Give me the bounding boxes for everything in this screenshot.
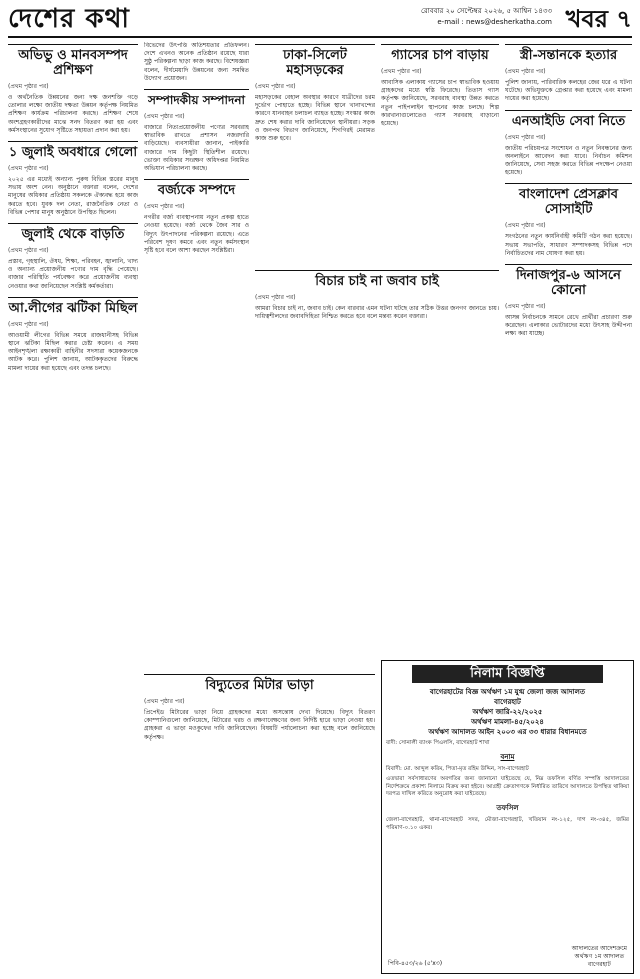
- notice-defendant: বিবাদী: মো. আব্দুল করিম, পিতা-মৃত রহিম উদ্দিন, সাং-বাগেরহাট: [386, 765, 529, 772]
- article-headline: ঢাকা-সিলেট মহাসড়কের: [255, 44, 375, 78]
- article-body: ২০২৫ এর মধ্যেই অন্যান্য পুরুষ বিভিন্ন স্তরের মানুষ সভায় অংশ নেন। অনুষ্ঠানে বক্তারা বলেন, দেশের মানুষের অধিকার প্রতিষ্ঠায় সকলকে ঐক্যবদ্ধ হয়ে কাজ করতে হবে। যুবক দল নেতা, রাজনৈতিক নেতা ও বিভিন্ন পেশার মানুষ অনুষ্ঠানে উপস্থিত ছিলেন।: [8, 176, 138, 216]
- column-3: [255, 42, 375, 672]
- article-body: পুলিশ জানায়, পারিবারিক কলহের জের ধরে এ ঘটনা ঘটেছে। অভিযুক্তকে গ্রেপ্তার করা হয়েছে এবং মামলা দায়ের করা হয়েছে।: [505, 79, 632, 103]
- article-byline: (প্রথম পৃষ্ঠার পর): [505, 133, 546, 141]
- notice-case-2: অর্থঋণ মামলা-৪৫/২০২৪: [471, 718, 544, 726]
- article-body: প্রস্তাব, গৃহস্থালি, ঔষধ, শিক্ষা, পরিবহন, জ্বালানি, খাদ্য ও অন্যান্য প্রয়োজনীয় পণ্যের দাম বৃদ্ধি পেয়েছে। বাজার পরিস্থিতি পর্যবেক্ষণ করে প্রয়োজনীয় ব্যবস্থা নেওয়ার কথা জানিয়েছেন সংশ্লিষ্ট কর্মকর্তারা।: [8, 258, 138, 290]
- article: [505, 44, 632, 104]
- notice-court-place: বাগেরহাট: [494, 698, 521, 706]
- article-body: সংগঠনের নতুন কার্যনির্বাহী কমিটি গঠন করা হয়েছে। সভায় সভাপতি, সাধারণ সম্পাদকসহ বিভিন্ন পদে নির্বাচিতদের নাম ঘোষণা করা হয়।: [505, 233, 632, 257]
- notice-schedule-text: জেলা-বাগেরহাট, থানা-বাগেরহাট সদর, মৌজা-বাগেরহাট, খতিয়ান নং-১২৫, দাগ নং-৩৪৫, জমির পরিমাণ-০.১০ একর।: [386, 816, 629, 831]
- article-byline: (প্রথম পৃষ্ঠার পর): [8, 247, 49, 255]
- article: [8, 141, 138, 217]
- article-headline: আ.লীগের ঝটিকা মিছিল: [8, 297, 138, 316]
- article-body: জাতীয় পরিচয়পত্র সংশোধন ও নতুন নিবন্ধনের জন্য অনলাইনে আবেদন করা যাবে। নির্বাচন কমিশন জানিয়েছে, সেবা সহজ করতে বিভিন্ন পদক্ষেপ নেওয়া হয়েছে।: [505, 144, 632, 177]
- article: [144, 89, 249, 173]
- column-1: [8, 42, 138, 972]
- article: [144, 42, 249, 83]
- article-headline: বিচার চাই না জবাব চাই: [255, 270, 499, 289]
- article-headline: জুলাই থেকে বাড়তি: [8, 223, 138, 242]
- article-headline: ১ জুলাই অবধারে গেলো: [8, 141, 138, 160]
- article-byline: (প্রথম পৃষ্ঠার পর): [505, 222, 546, 230]
- article: [144, 179, 249, 255]
- article: [8, 223, 138, 291]
- notice-body: এতদ্বারা সর্বসাধারণের অবগতির জন্য জানানো যাইতেছে যে, নিম্ন তফসিল বর্ণিত সম্পত্তি আদালতের নির্দেশক্রমে প্রকাশ্য নিলামে বিক্রয় করা হইবে। আগ্রহী ক্রেতাগণকে নির্ধারিত তারিখে আদালতে উপস্থিত থাকিয়া দরপত্র দাখিল করিতে অনুরোধ করা যাইতেছে।: [386, 776, 629, 798]
- article-body: আওয়ামী লীগের বিভিন্ন সময়ে রাজধানীসহ বিভিন্ন স্থানে ঝটিকা মিছিল করার চেষ্টা করেন। এ সময় আইনশৃঙ্খলা রক্ষাকারী বাহিনীর সদস্যরা কয়েকজনকে আটক করে। পুলিশ জানায়, আটককৃতদের বিরুদ্ধে মামলা দায়ের করা হয়েছে এবং তদন্ত চলছে।: [8, 331, 138, 372]
- article-body: আবাসিক এলাকায় গ্যাসের চাপ স্বাভাবিক হওয়ায় গ্রাহকদের মধ্যে স্বস্তি ফিরেছে। তিতাস গ্যাস কর্তৃপক্ষ জানিয়েছে, সরবরাহ ব্যবস্থা উন্নত করতে নতুন পাইপলাইন স্থাপনের কাজ চলছে। শিল্প কারখানাগুলোতেও গ্যাস সরবরাহ বাড়ানো হয়েছে।: [381, 79, 499, 128]
- notice-law: অর্থঋণ আদালত আইন ২০০৩ এর ৩৩ ধারার বিধানমতে: [428, 728, 587, 736]
- article-body: আসন্ন নির্বাচনকে সামনে রেখে প্রার্থীরা প্রচারণা শুরু করেছেন। এলাকার ভোটারদের মধ্যে উৎসাহ উদ্দীপনা লক্ষ্য করা যাচ্ছে।: [505, 314, 632, 338]
- article-headline: স্ত্রী-সন্তানকে হত্যার: [505, 44, 632, 63]
- notice-versus: বনাম: [500, 752, 515, 761]
- notice-title: নিলাম বিজ্ঞপ্তি: [412, 665, 603, 683]
- article-headline: বর্জ্যকে সম্পদে: [144, 179, 249, 198]
- article: [8, 297, 138, 373]
- date-line: রোববার ২০ সেপ্টেম্বর ২০২৬, ৫ আশ্বিন ১৪৩৩: [421, 7, 552, 15]
- article-body: মহাসড়কের বেহাল অবস্থার কারণে যাত্রীদের চরম দুর্ভোগ পোহাতে হচ্ছে। বিভিন্ন স্থানে খানাখন্দের কারণে যানবাহন চলাচল ব্যাহত হচ্ছে। সংস্কার কাজ দ্রুত শেষ করার দাবি জানিয়েছেন স্থানীয়রা। সড়ক ও জনপথ বিভাগ জানিয়েছে, শিগগিরই মেরামত কাজ শুরু হবে।: [255, 94, 375, 143]
- article-byline: (প্রথম পৃষ্ঠার পর): [381, 68, 422, 75]
- article-body: আমরা বিচার চাই না, জবাব চাই। কেন বারবার এমন ঘটনা ঘটছে তার সঠিক উত্তর জনগণ জানতে চায়। দায়িত্বশীলদের জবাবদিহিতা নিশ্চিত করতে হবে বলে মন্তব্য করেন বক্তারা।: [255, 305, 499, 321]
- article-byline: (প্রথম পৃষ্ঠার পর): [144, 698, 185, 705]
- article: [505, 264, 632, 339]
- wide-article: [255, 268, 499, 321]
- article: [505, 183, 632, 258]
- notice-court: বাগেরহাটের বিজ্ঞ অর্থঋণ ১ম যুগ্ম জেলা জজ আদালত: [429, 688, 586, 696]
- lower-article: [144, 672, 375, 972]
- newspaper-logo: দেশের কথা: [8, 4, 130, 34]
- article-body: প্রিপেইড মিটারের ভাড়া নিয়ে গ্রাহকদের মধ্যে অসন্তোষ দেখা দিয়েছে। বিদ্যুৎ বিতরণ কোম্পানিগুলো জানিয়েছে, মিটারের খরচ ও রক্ষণাবেক্ষণের জন্য নির্দিষ্ট হারে ভাড়া নেওয়া হয়। গ্রাহকরা এ ভাড়া মওকুফের দাবি জানিয়েছেন। বিষয়টি পর্যালোচনা করা হচ্ছে বলে জানিয়েছে কর্তৃপক্ষ।: [144, 709, 375, 741]
- article: [381, 44, 499, 128]
- article-byline: (প্রথম পৃষ্ঠার পর): [8, 83, 49, 90]
- article-byline: (প্রথম পৃষ্ঠার পর): [8, 320, 49, 328]
- article: [255, 44, 375, 143]
- article-body: বিভেদের উৎপত্তি অতিশয়তার প্রতিফলন। দেশে এখনও অনেক প্রতিষ্ঠান রয়েছে যারা সুষ্ঠু পরিকল্পনা ছাড়া কাজ করছে। বিশেষজ্ঞরা বলেন, দীর্ঘমেয়াদি উন্নয়নের জন্য সমন্বিত উদ্যোগ প্রয়োজন।: [144, 42, 249, 82]
- article-headline: এনআইডি সেবা নিতে: [505, 110, 632, 129]
- article-headline: বিদ্যুতের মিটার ভাড়া: [144, 674, 375, 693]
- article-byline: (প্রথম পৃষ্ঠার পর): [505, 303, 546, 311]
- sign-line-2: অর্থঋণ ১ম আদালত: [574, 953, 625, 960]
- sign-line-1: আদালতের আদেশক্রমে: [571, 945, 627, 952]
- notice-case: অর্থঋণ জারি-২২/২০২৫: [472, 708, 543, 716]
- article-byline: (প্রথম পৃষ্ঠার পর): [8, 165, 49, 173]
- article-byline: (প্রথম পৃষ্ঠার পর): [144, 203, 185, 211]
- column-4: [381, 42, 499, 672]
- masthead: [8, 4, 632, 38]
- article-body: নগরীর বর্জ্য ব্যবস্থাপনায় নতুন প্রকল্প হাতে নেওয়া হয়েছে। বর্জ্য থেকে জৈব সার ও বিদ্যুৎ উৎপাদনের পরিকল্পনা রয়েছে। এতে পরিবেশ দূষণ কমবে এবং নতুন কর্মসংস্থান সৃষ্টি হবে বলে আশা করছেন সংশ্লিষ্টরা।: [144, 214, 249, 255]
- notice-party: বাদী: সোনালী ব্যাংক পিএলসি, বাগেরহাট শাখা: [386, 740, 490, 746]
- article-headline: দিনাজপুর-৬ আসনে কোনো: [505, 264, 632, 298]
- article-headline: গ্যাসের চাপ বাড়ায়: [381, 44, 499, 63]
- column-5: [505, 42, 632, 672]
- notice-ref: পিবি-৪৫৩/২৬ (৫'x৩): [388, 960, 443, 967]
- article-headline: বাংলাদেশ প্রেসক্লাব সোসাইটি: [505, 183, 632, 217]
- notice-signature: [572, 945, 627, 969]
- article-body: ও অর্থনৈতিক উন্নয়নের জন্য দক্ষ জনশক্তি গড়ে তোলার লক্ষ্যে জাতীয় দক্ষতা উন্নয়ন কর্তৃপক্ষ নিয়মিত প্রশিক্ষণ কার্যক্রম পরিচালনা করছে। প্রশিক্ষণ শেষে অংশগ্রহণকারীদের মাঝে সনদ বিতরণ করা হয় এবং কর্মসংস্থানের সুযোগ সৃষ্টিতে সহায়তা প্রদান করা হয়।: [8, 94, 138, 134]
- column-2: [144, 42, 249, 672]
- sign-line-3: বাগেরহাট: [587, 961, 611, 968]
- article-headline: অভিভু ও মানবসম্পদ প্রশিক্ষণ: [8, 44, 138, 78]
- article-headline: সম্পাদকীয় সম্পাদনা: [144, 89, 249, 108]
- article-byline: (প্রথম পৃষ্ঠার পর): [255, 83, 296, 90]
- article-byline: (প্রথম পৃষ্ঠার পর): [505, 68, 546, 75]
- email-line: e-mail : news@desherkatha.com: [437, 18, 552, 26]
- page-number: ৭: [616, 5, 632, 33]
- article: [505, 110, 632, 178]
- auction-notice: [381, 660, 634, 974]
- masthead-meta: [421, 6, 552, 28]
- section-name: খবর: [565, 5, 608, 33]
- article-body: বাজারে নিত্যপ্রয়োজনীয় পণ্যের সরবরাহ স্বাভাবিক রাখতে প্রশাসন নজরদারি বাড়িয়েছে। ব্যবসায়ীরা জানান, পাইকারি বাজারে দাম কিছুটা স্থিতিশীল রয়েছে। ভোক্তা অধিকার সংরক্ষণ অধিদপ্তর নিয়মিত অভিযান পরিচালনা করছে।: [144, 124, 249, 173]
- article-byline: (প্রথম পৃষ্ঠার পর): [255, 294, 296, 301]
- article-byline: (প্রথম পৃষ্ঠার পর): [144, 113, 185, 121]
- notice-schedule-title: তফসিল: [496, 803, 519, 812]
- article: [8, 44, 138, 135]
